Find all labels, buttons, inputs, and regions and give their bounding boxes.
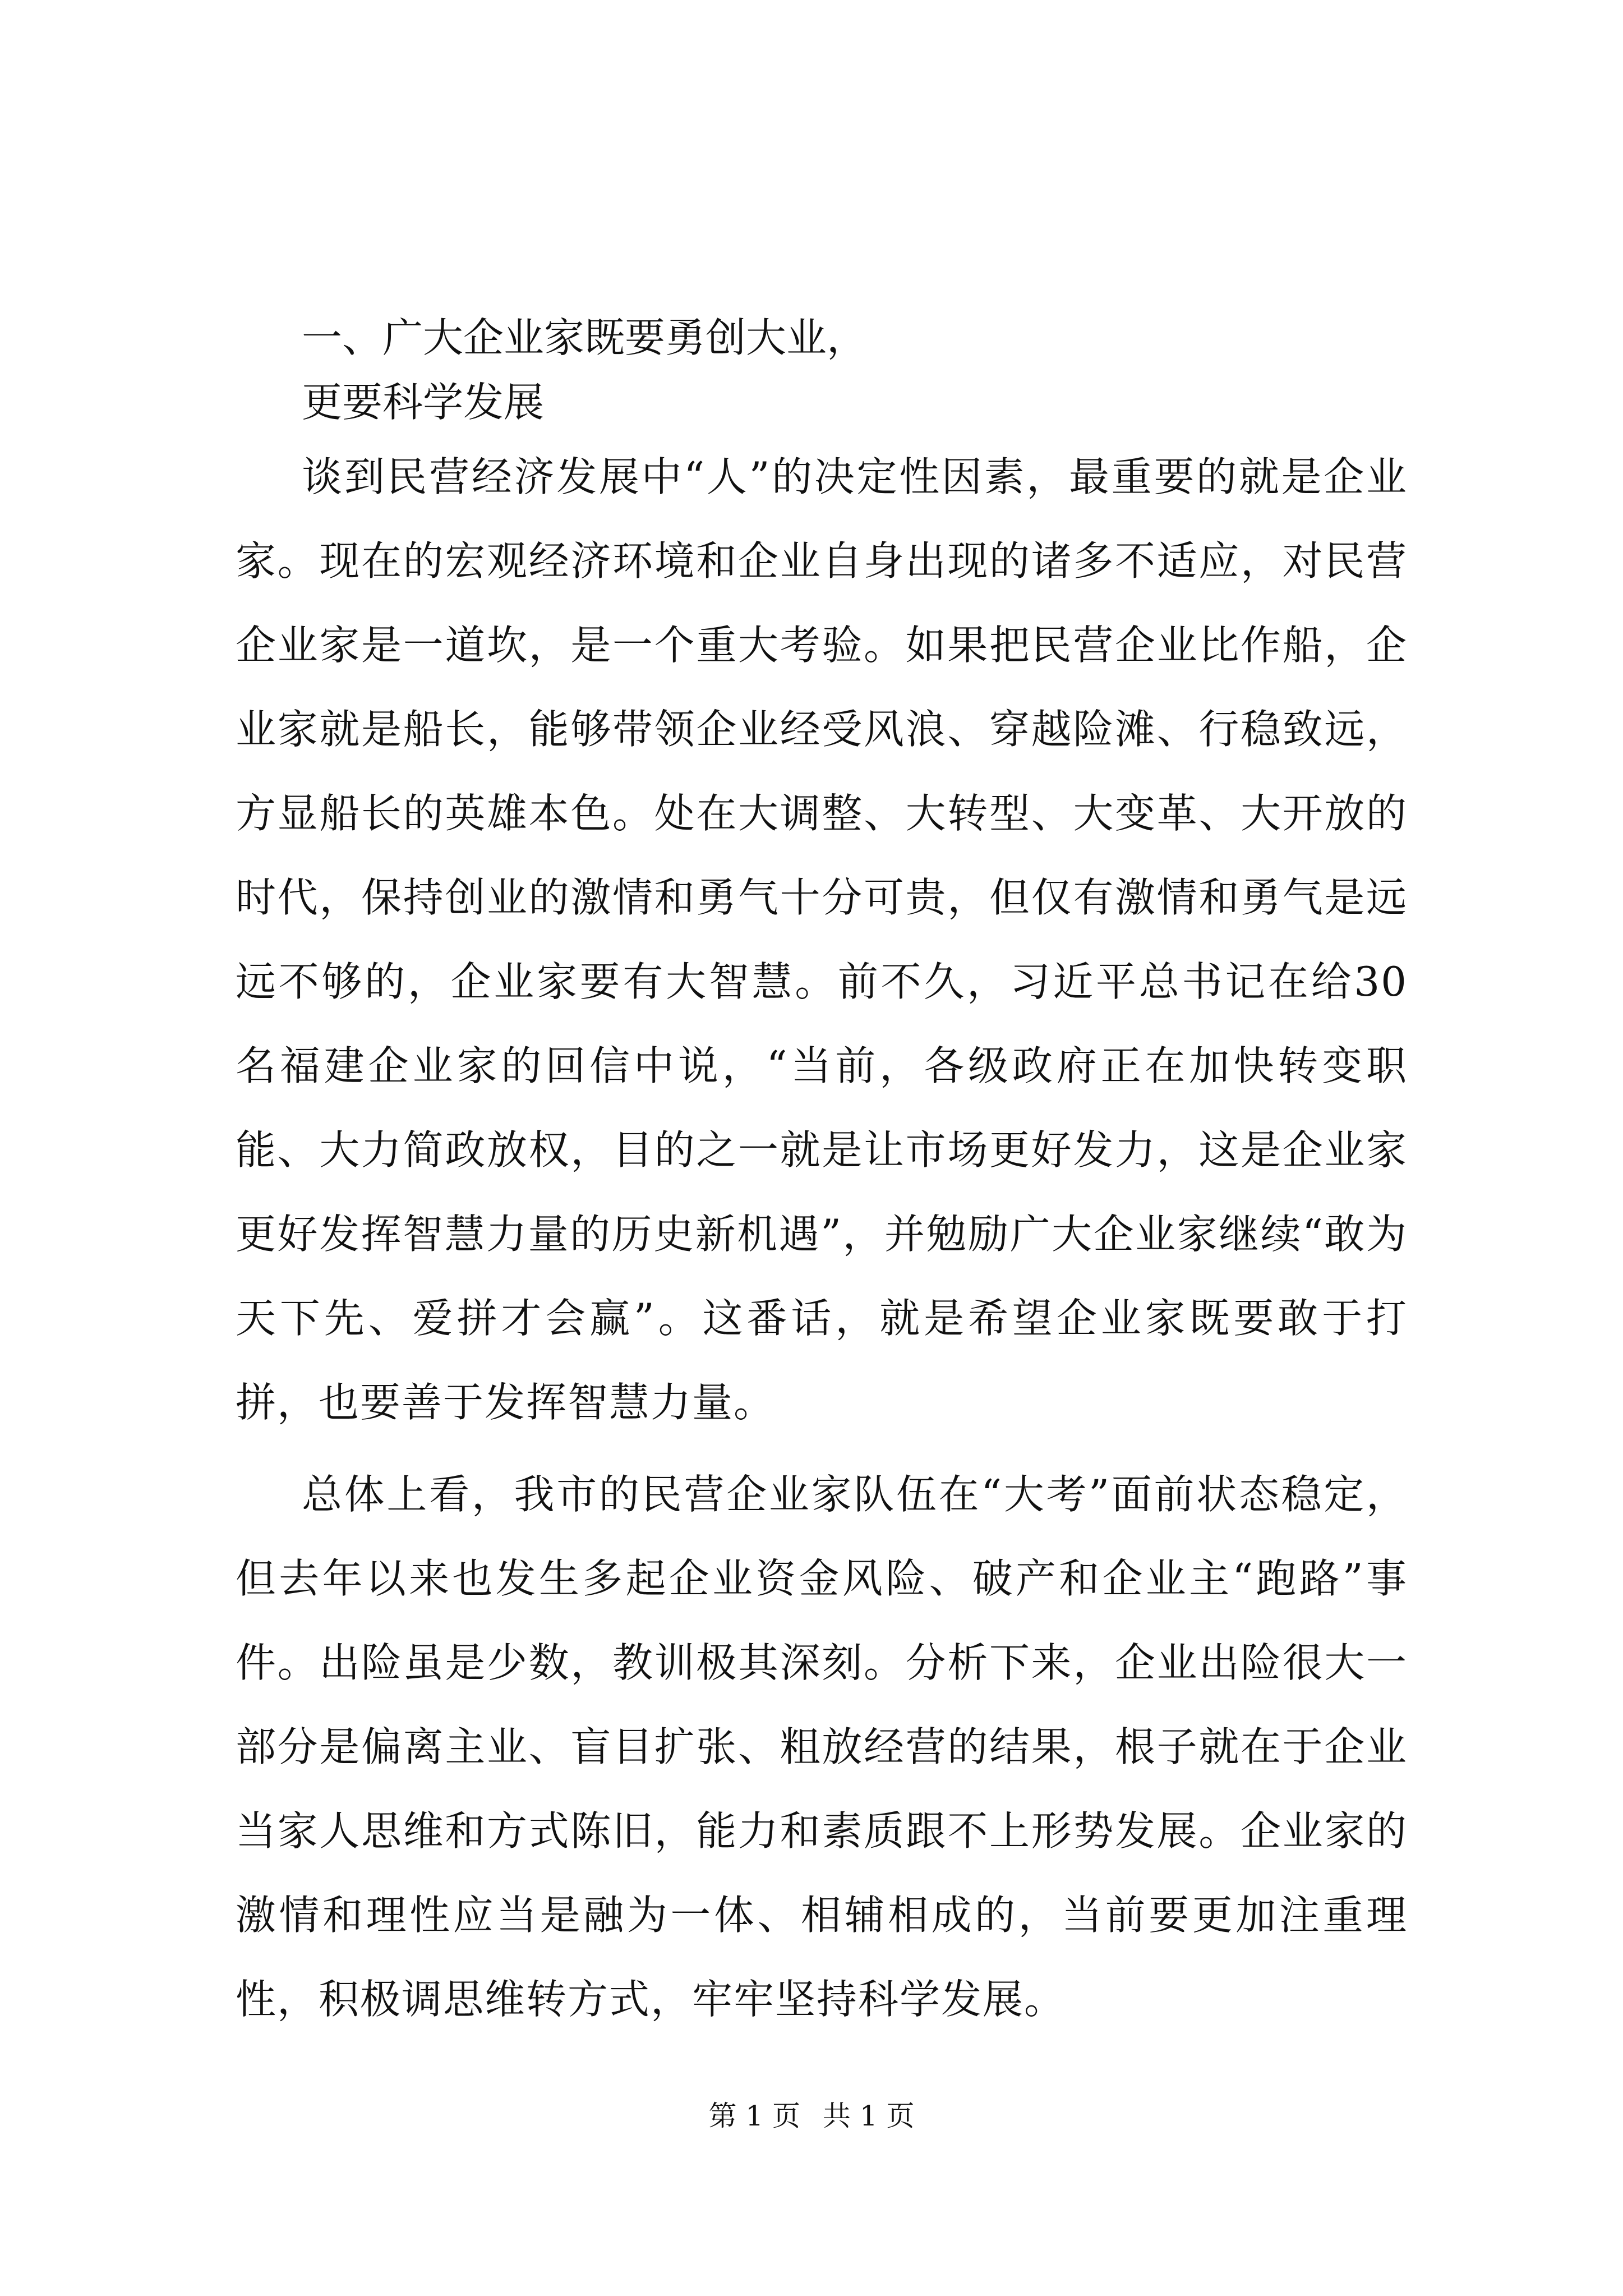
paragraph-spacer — [236, 1444, 1408, 1452]
page-footer — [0, 2099, 1623, 2133]
section-heading-line-1: 一、广大企业家既要勇创大业， — [302, 314, 868, 361]
paragraph-1: 谈到民营经济发展中“人”的决定性因素，最重要的就是企业家。现在的宏观经济环境和企业自身出现的诸多不适应，对民营企业家是一道坎，是一个重大考验。如果把民营企业比作船，企业家就是船长，能够带领企业经受风浪、穿越险滩、行稳致远，方显船长的英雄本色。处在大调整、大转型、大变革、大开放的时代，保持创业的激情和勇气十分可贵，但仅有激情和勇气是远远不够的，企业家要有大智慧。前不久，习近平总书记在给30名福建企业家的回信中说，“当前，各级政府正在加快转变职能、大力简政放权，目的之一就是让市场更好发力，这是企业家更好发挥智慧力量的历史新机遇”，并勉励广大企业家继续“敢为天下先、爱拼才会赢”。这番话，就是希望企业家既要敢于打拼，也要善于发挥智慧力量。 — [236, 453, 1408, 1426]
document-body — [236, 306, 1408, 2041]
page-total: 共 1 页 — [822, 2100, 915, 2132]
paragraph-2: 总体上看，我市的民营企业家队伍在“大考”面前状态稳定，但去年以来也发生多起企业资金风险、破产和企业主“跑路”事件。出险虽是少数，教训极其深刻。分析下来，企业出险很大一部分是偏离主业、盲目扩张、粗放经营的结果，根子就在于企业当家人思维和方式陈旧，能力和素质跟不上形势发展。企业家的激情和理性应当是融为一体、相辅相成的，当前要更加注重理性，积极调思维转方式，牢牢坚持科学发展。 — [236, 1471, 1408, 2023]
section-heading-line-2: 更要科学发展 — [302, 379, 545, 426]
page-number: 第 1 页 — [708, 2100, 801, 2132]
